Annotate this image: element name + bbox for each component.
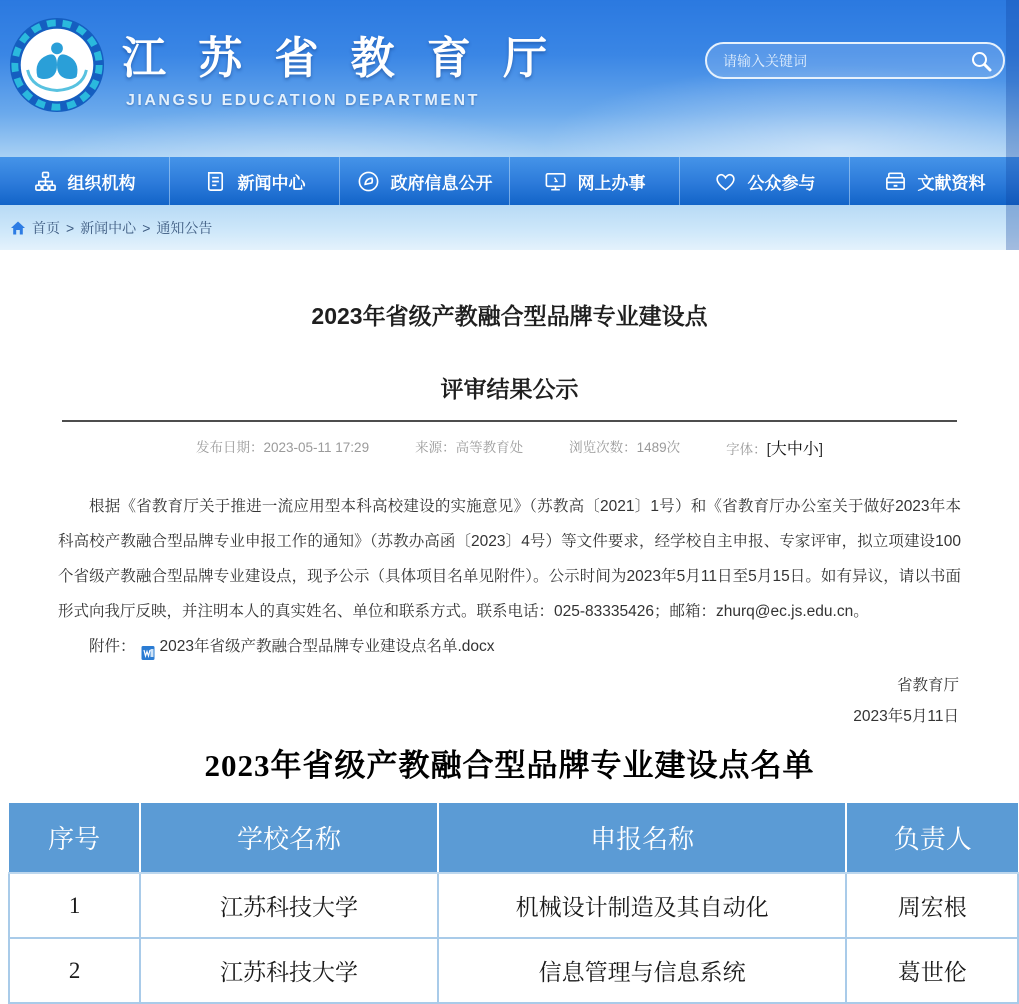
article-title-line2: 评审结果公示 [440,376,579,402]
cell-program: 机械设计制造及其自动化 [438,873,847,938]
table-header-row [9,803,1018,873]
main-nav [0,157,1019,205]
attachment-label: 附件： [89,638,136,655]
nav-item-label: 政府信息公开 [390,173,493,193]
breadcrumb [0,205,1019,250]
article-meta [0,436,1019,459]
article-content [0,250,1019,1004]
attachment-row [58,629,961,664]
cell-school: 江苏科技大学 [140,873,438,938]
col-header-index: 序号 [9,803,140,873]
site-subtitle: JIANGSU EDUCATION DEPARTMENT [126,92,480,109]
source: 来源：高等教育处 [415,440,524,455]
breadcrumb-news-center[interactable]: 新闻中心 [80,219,137,236]
nav-item-label: 文献资料 [917,173,986,193]
search-box [705,42,1005,79]
online-service-icon [544,170,567,193]
nav-item-news[interactable] [169,157,339,205]
roster-title: 2023年省级产教融合型品牌专业建设点名单 [204,748,815,783]
nav-item-organization[interactable] [0,157,169,205]
signature-date: 2023年5月11日 [853,708,959,725]
cell-leader: 葛世伦 [846,938,1018,1003]
nav-item-label: 公众参与 [747,173,816,193]
font-size-medium[interactable]: 中 [786,441,803,458]
org-chart-icon [34,170,57,193]
breadcrumb-home[interactable]: 首页 [32,219,60,236]
cell-index: 1 [9,873,140,938]
font-size-large[interactable]: 大 [770,441,787,458]
nav-item-public-participation[interactable] [679,157,849,205]
table-row [9,873,1018,938]
col-header-leader: 负责人 [846,803,1018,873]
signature-block [0,670,959,732]
site-logo[interactable] [8,16,106,114]
breadcrumb-separator: > [66,219,75,236]
news-doc-icon [204,170,227,193]
site-header [0,0,1019,157]
search-icon[interactable] [969,49,993,73]
cell-leader: 周宏根 [846,873,1018,938]
archive-icon [884,170,907,193]
col-header-school: 学校名称 [140,803,438,873]
word-doc-icon [140,639,156,655]
cell-index: 2 [9,938,140,1003]
col-header-program: 申报名称 [438,803,847,873]
nav-item-label: 组织机构 [67,173,136,193]
view-count: 浏览次数：1489次 [569,440,681,455]
heart-icon [714,170,737,193]
article-title-line1: 2023年省级产教融合型品牌专业建设点 [311,303,708,329]
nav-item-documents[interactable] [849,157,1019,205]
publish-date: 发布日期：2023-05-11 17:29 [195,440,370,455]
education-emblem-icon [8,16,106,114]
cell-school: 江苏科技大学 [140,938,438,1003]
site-title: 江 苏 省 教 育 厅 [122,34,558,83]
breadcrumb-separator: > [142,219,151,236]
attachment-file-link[interactable]: 2023年省级产教融合型品牌专业建设点名单.docx [159,638,495,655]
window-edge-strip [1006,0,1019,250]
info-disclosure-icon [357,170,380,193]
nav-item-gov-info[interactable] [339,157,509,205]
table-row [9,938,1018,1003]
article-body: 根据《省教育厅关于推进一流应用型本科高校建设的实施意见》（苏教高〔2021〕1号）和《省教育厅办公室关于做好2023年本科高校产教融合型品牌专业申报工作的通知》（苏教办高函〔2023〕4号）等文件要求，经学校自主申报、专家评审，拟立项建设100个省级产教融合型品牌专业建设点，现予公示（具体项目名单见附件）。公示时间为2023年5月11日至5月15日。如有异议，请以书面形式向我厅反映，并注明本人的真实姓名、单位和联系方式。联系电话：025-83335426；邮箱：zhurq@ec.js.edu.cn。 [58,498,961,620]
nav-item-label: 新闻中心 [237,173,306,193]
cell-program: 信息管理与信息系统 [438,938,847,1003]
title-divider [62,420,957,422]
nav-item-online-service[interactable] [509,157,679,205]
signature-org: 省教育厅 [896,677,959,694]
nav-item-label: 网上办事 [577,173,646,193]
font-size-small[interactable]: 小 [802,441,819,458]
home-icon [10,220,26,236]
search-input[interactable] [723,53,969,69]
roster-table [8,803,1019,1004]
breadcrumb-notices[interactable]: 通知公告 [156,219,213,236]
font-size-widget: 字体：[大中小] [726,441,824,458]
site-title-block [122,22,557,110]
